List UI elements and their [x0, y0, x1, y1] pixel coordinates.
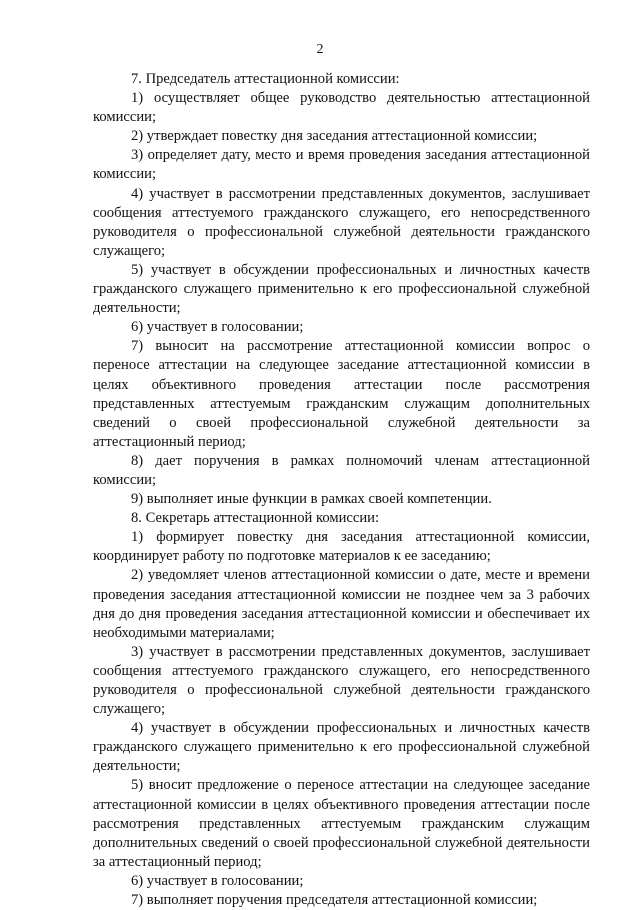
page-number: 2: [316, 42, 324, 57]
secretary-item-2: 2) уведомляет членов аттестационной комиссии о дате, месте и времени проведения заседания аттестационной комиссии не позднее чем за 3 рабочих дня до дня проведения заседания аттестационной комиссии и обеспечивает их необходимыми материалами;: [93, 567, 590, 641]
document-body: [93, 70, 590, 910]
chairman-item-8: 8) дает поручения в рамках полномочий членам аттестационной комиссии;: [93, 452, 590, 488]
secretary-item-3: 3) участвует в рассмотрении представленных документов, заслушивает сообщения аттестуемого гражданского служащего, его непосредственного руководителя о профессиональной служебной деятельности гражданского служащего;: [93, 643, 590, 718]
chairman-item-2: 2) утверждает повестку дня заседания аттестационной комиссии;: [131, 128, 538, 145]
chairman-item-9: 9) выполняет иные функции в рамках своей компетенции.: [131, 491, 492, 508]
chairman-item-3: 3) определяет дату, место и время проведения заседания аттестационной комиссии;: [93, 147, 590, 183]
secretary-item-5: 5) вносит предложение о переносе аттестации на следующее заседание аттестационной комиссии в целях объективного проведения аттестации после рассмотрения представленных аттестуемым гражданским служащим дополнительных сведений о своей профессиональной служебной деятельности за аттестационный период;: [93, 777, 590, 870]
secretary-item-1: 1) формирует повестку дня заседания аттестационной комиссии, координирует работу по подготовке материалов к ее заседанию;: [93, 529, 590, 565]
chairman-item-6: 6) участвует в голосовании;: [131, 319, 304, 336]
chairman-item-5: 5) участвует в обсуждении профессиональных и личностных качеств гражданского служащего применительно к его профессиональной служебной деятельности;: [93, 261, 590, 317]
secretary-item-4: 4) участвует в обсуждении профессиональных и личностных качеств гражданского служащего применительно к его профессиональной служебной деятельности;: [93, 720, 590, 775]
secretary-item-6: 6) участвует в голосовании;: [131, 872, 304, 889]
chairman-item-1: 1) осуществляет общее руководство деятельностью аттестационной комиссии;: [93, 90, 590, 126]
chairman-item-7: 7) выносит на рассмотрение аттестационной комиссии вопрос о переносе аттестации на следующее заседание аттестационной комиссии в целях объективного проведения аттестации после рассмотрения представленных аттестуемым гражданским служащим дополнительных сведений о своей профессиональной служебной деятельности за аттестационный период;: [93, 338, 590, 450]
section-heading-secretary: 8. Секретарь аттестационной комиссии:: [131, 510, 380, 527]
secretary-item-7: 7) выполняет поручения председателя аттестационной комиссии;: [131, 892, 538, 909]
chairman-item-4: 4) участвует в рассмотрении представленных документов, заслушивает сообщения аттестуемого гражданского служащего, его непосредственного руководителя о профессиональной служебной деятельности гражданского служащего;: [93, 185, 590, 259]
section-heading-chairman: 7. Председатель аттестационной комиссии:: [131, 71, 400, 87]
